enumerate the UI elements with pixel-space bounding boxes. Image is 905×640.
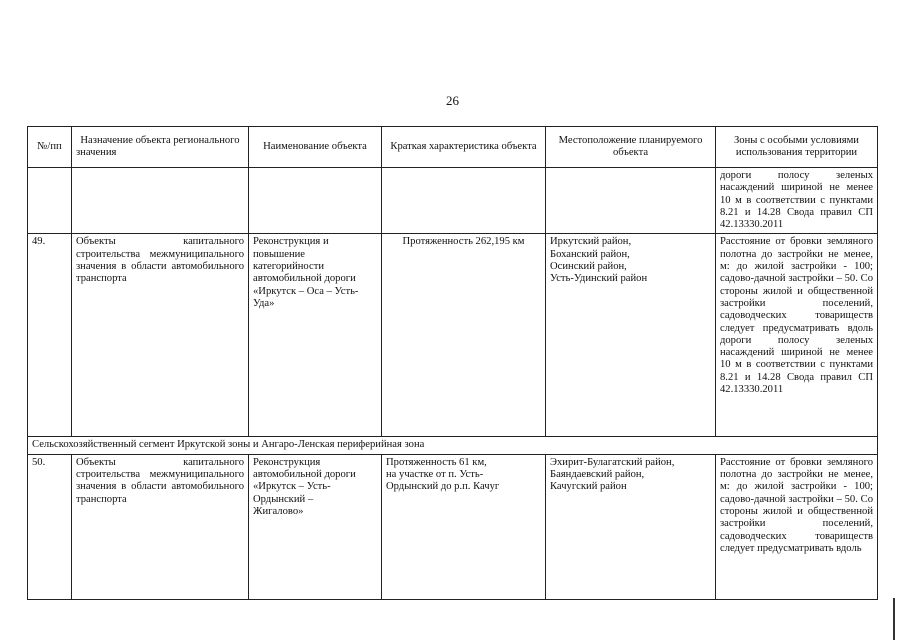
- cell-zones: Расстояние от бровки земляного полотна до застройки не менее, м: до жилой застройки - 100; садово-дачной застройки – 50. Со стороны жилой и общественной застройки поселений, садоводческих товариществ следует предусматривать вдоль: [716, 454, 878, 599]
- section-title: Сельскохозяйственный сегмент Иркутской зоны и Ангаро-Ленская периферийная зона: [28, 437, 878, 454]
- cell-empty: [546, 168, 716, 234]
- page-edge-mark: [893, 598, 895, 640]
- table-row-continued: [28, 168, 878, 234]
- cell-description: Протяженность 262,195 км: [382, 234, 546, 437]
- regional-objects-table: [27, 126, 878, 600]
- header-zones: Зоны с особыми условиями использования территории: [716, 127, 878, 168]
- section-row: [28, 437, 878, 454]
- table-row-50: [28, 454, 878, 599]
- page-number: 26: [446, 93, 459, 108]
- cell-number: 49.: [28, 234, 72, 437]
- header-description: Краткая характеристика объекта: [382, 127, 546, 168]
- table-row-49: [28, 234, 878, 437]
- cell-zones-continued: дороги полосу зеленых насаждений шириной не менее 10 м в соответствии с пунктами 8.21 и 14.28 Свода правил СП 42.13330.2011: [716, 168, 878, 234]
- cell-empty: [28, 168, 72, 234]
- cell-purpose: Объекты капитального строительства межмуниципального значения в области автомобильного транспорта: [72, 454, 249, 599]
- cell-zones: Расстояние от бровки земляного полотна до застройки не менее, м: до жилой застройки - 100; садово-дачной застройки – 50. Со стороны жилой и общественной застройки поселений, садоводческих товариществ следует предусматривать вдоль дороги полосу зеленых насаждений шириной не менее 10 м в соответствии с пунктами 8.21 и 14.28 Свода правил СП 42.13330.2011: [716, 234, 878, 437]
- cell-empty: [249, 168, 382, 234]
- cell-object-name: Реконструкция и повышение категорийности автомобильной дороги «Иркутск – Оса – Усть- Уда»: [249, 234, 382, 437]
- header-name: Наименование объекта: [249, 127, 382, 168]
- header-purpose: Назначение объекта регионального значения: [72, 127, 249, 168]
- cell-location: Иркутский район, Боханский район, Осинский район, Усть-Удинский район: [546, 234, 716, 437]
- header-location: Местоположение планируемого объекта: [546, 127, 716, 168]
- cell-number: 50.: [28, 454, 72, 599]
- cell-empty: [382, 168, 546, 234]
- header-number: №/пп: [28, 127, 72, 168]
- cell-object-name: Реконструкция автомобильной дороги «Иркутск – Усть- Ордынский – Жигалово»: [249, 454, 382, 599]
- cell-description: Протяженность 61 км, на участке от п. Усть- Ордынский до р.п. Качуг: [382, 454, 546, 599]
- cell-location: Эхирит-Булагатский район, Баяндаевский район, Качугский район: [546, 454, 716, 599]
- cell-purpose: Объекты капитального строительства межмуниципального значения в области автомобильного транспорта: [72, 234, 249, 437]
- table-header-row: [28, 127, 878, 168]
- cell-empty: [72, 168, 249, 234]
